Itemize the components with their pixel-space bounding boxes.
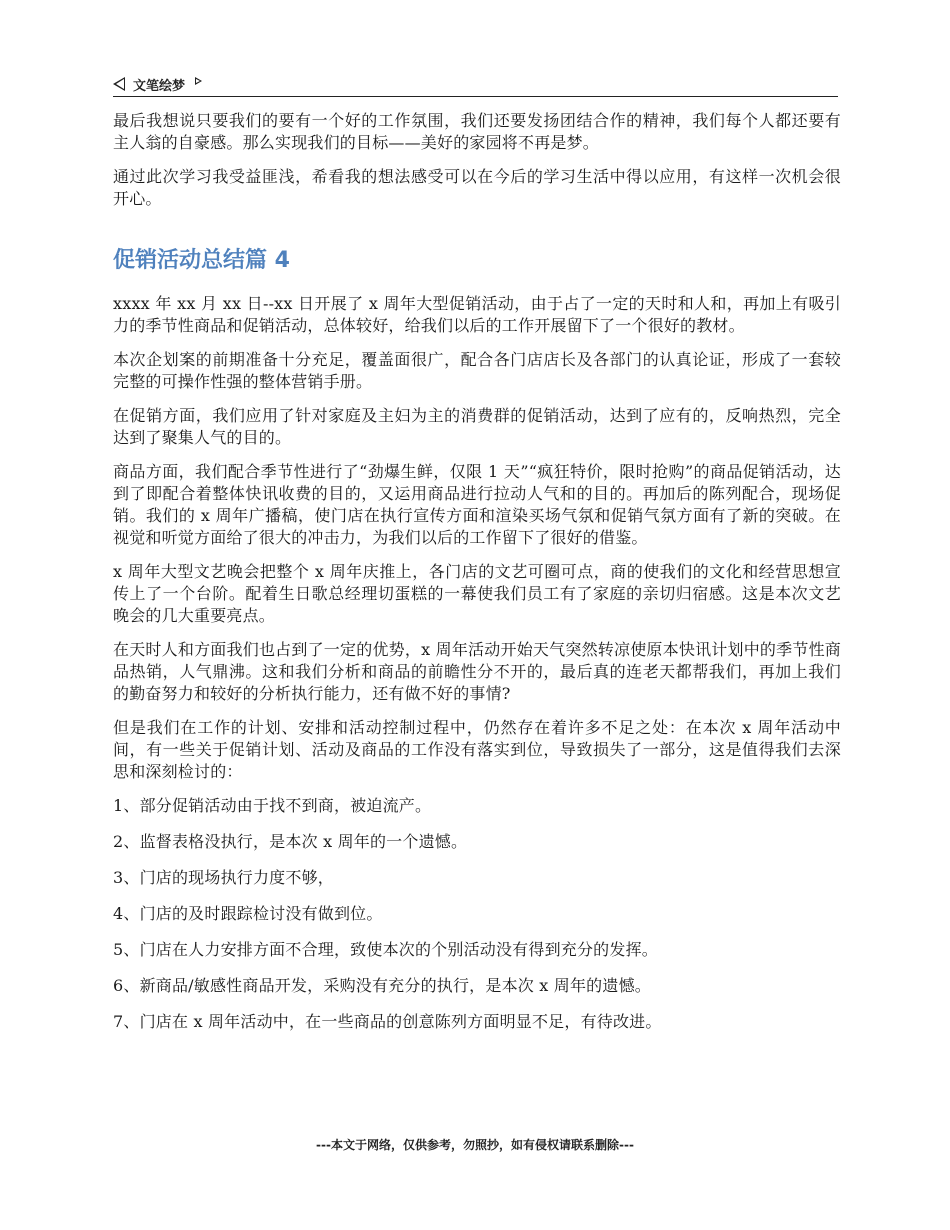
- body-paragraph: 在促销方面，我们应用了针对家庭及主妇为主的消费群的促销活动，达到了应有的，反响热烈，完全达到了聚集人气的目的。: [113, 406, 841, 447]
- page-footer: ---本文于网络，仅供参考，勿照抄，如有侵权请联系删除---: [316, 1138, 634, 1152]
- intro-paragraph: 最后我想说只要我们的要有一个好的工作氛围，我们还要发扬团结合作的精神，我们每个人都还要有主人翁的自豪感。那么实现我们的目标——美好的家园将不再是梦。: [113, 111, 841, 152]
- section-heading: 促销活动总结篇 4: [113, 248, 290, 273]
- body-paragraph: 在天时人和方面我们也占到了一定的优势，x 周年活动开始天气突然转凉使原本快讯计划中的季节性商品热销，人气鼎沸。这和我们分析和商品的前瞻性分不开的，最后真的连老天都帮我们，再加上我们的勤奋努力和较好的分析执行能力，还有做不好的事情?: [113, 640, 841, 703]
- body-paragraph: 本次企划案的前期准备十分充足，覆盖面很广，配合各门店店长及各部门的认真论证，形成了一套较完整的可操作性强的整体营销手册。: [113, 350, 841, 391]
- intro-paragraph: 通过此次学习我受益匪浅，希看我的想法感受可以在今后的学习生活中得以应用，有这样一次机会很开心。: [113, 167, 841, 208]
- list-item: 3、门店的现场执行力度不够，: [113, 868, 334, 887]
- triangle-left-icon: [113, 77, 125, 91]
- body-paragraph: 商品方面，我们配合季节性进行了“劲爆生鲜，仅限 1 天”“疯狂特价，限时抢购”的商品促销活动，达到了即配合着整体快讯收费的目的，又运用商品进行拉动人气和的目的。再加后的陈列配合，现场促销。我们的 x 周年广播稿，使门店在执行宣传方面和渲染买场气氛和促销气氛方面有了新的突破。在视觉和听觉方面给了很大的冲击力，为我们以后的工作留下了很好的借鉴。: [113, 462, 841, 547]
- header-title: 文笔绘梦: [133, 78, 186, 94]
- triangle-right-icon: [195, 77, 202, 85]
- body-paragraph: 但是我们在工作的计划、安排和活动控制过程中，仍然存在着许多不足之处：在本次 x 周年活动中间，有一些关于促销计划、活动及商品的工作没有落实到位，导致损失了一部分，这是值得我们去深思和深刻检讨的：: [113, 718, 841, 781]
- list-item: 7、门店在 x 周年活动中，在一些商品的创意陈列方面明显不足，有待改进。: [113, 1012, 662, 1031]
- list-item: 2、监督表格没执行，是本次 x 周年的一个遗憾。: [113, 832, 468, 851]
- list-item: 6、新商品/敏感性商品开发，采购没有充分的执行，是本次 x 周年的遗憾。: [113, 976, 651, 995]
- page-header: [113, 72, 838, 97]
- list-item: 1、部分促销活动由于找不到商，被迫流产。: [113, 796, 432, 815]
- list-item: 5、门店在人力安排方面不合理，致使本次的个别活动没有得到充分的发挥。: [113, 940, 658, 959]
- body-paragraph: xxxx 年 xx 月 xx 日--xx 日开展了 x 周年大型促销活动，由于占了一定的天时和人和，再加上有吸引力的季节性商品和促销活动，总体较好，给我们以后的工作开展留下了一个很好的教材。: [113, 294, 841, 335]
- document-body: [113, 110, 841, 1047]
- list-item: 4、门店的及时跟踪检讨没有做到位。: [113, 904, 383, 923]
- body-paragraph: x 周年大型文艺晚会把整个 x 周年庆推上，各门店的文艺可圈可点，商的使我们的文化和经营思想宣传上了一个台阶。配着生日歌总经理切蛋糕的一幕使我们员工有了家庭的亲切归宿感。这是本次文艺晚会的几大重要亮点。: [113, 562, 841, 625]
